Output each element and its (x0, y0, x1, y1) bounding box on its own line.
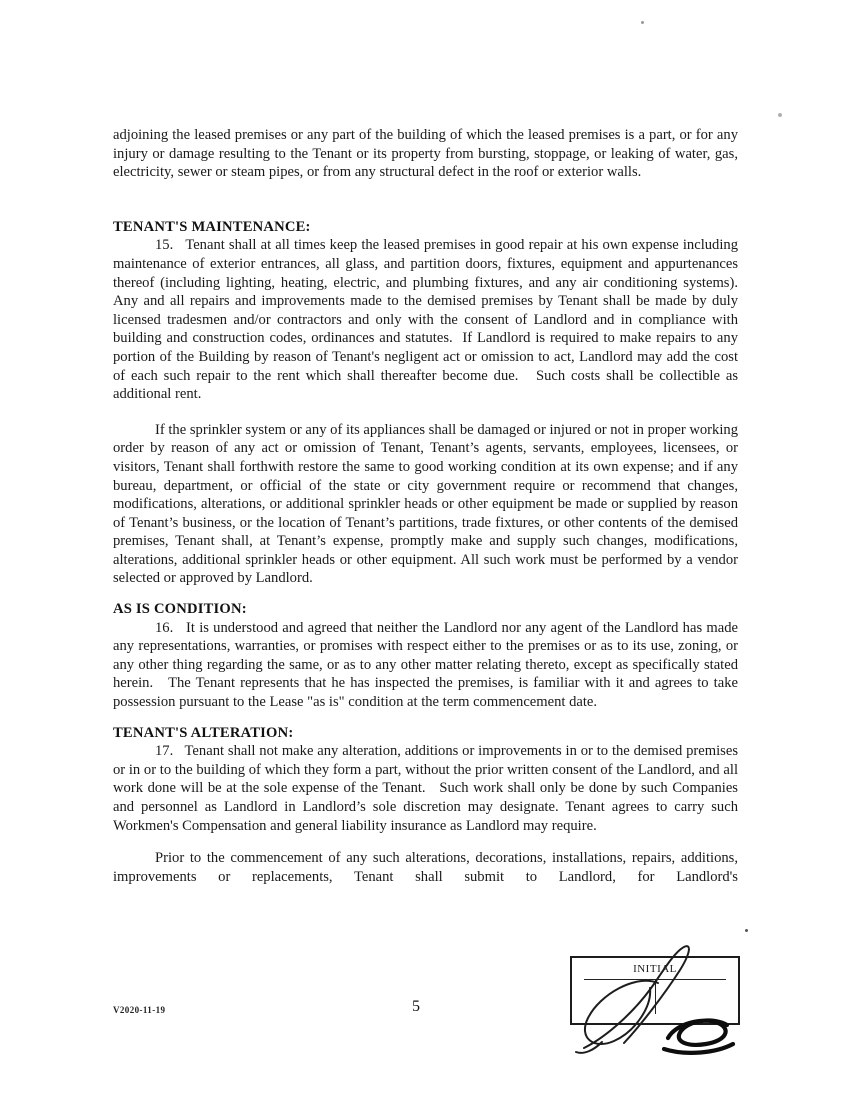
paragraph-15-maintenance: 15. Tenant shall at all times keep the leased premises in good repair at his own expense including maintenance of exterior entrances, all glass, and partition doors, fixtures, equipment and appurtenances thereof (including lighting, heating, electric, and plumbing fixtures, and any air conditioning systems). Any and all repairs and improvements made to the demised premises by Tenant shall be made by duly licensed tradesmen and/or contractors and only with the consent of Landlord and in compliance with building and construction codes, ordinances and statutes. If Landlord is required to make repairs to any portion of the Building by reason of Tenant's negligent act or omission to act, Landlord may add the cost of each such repair to the rent which shall thereafter become due. Such costs shall be collectible as additional rent. (113, 237, 749, 403)
document-content (113, 126, 749, 886)
scan-speck (778, 113, 782, 117)
paragraph-17-alteration: 17. Tenant shall not make any alteration, additions or improvements in or to the demised premises or in or to the building of which they form a part, without the prior written consent of the Landlord, and all work done will be at the sole expense of the Tenant. Such work shall only be done by such Companies and personnel as Landlord in Landlord’s sole discretion may designate. Tenant agrees to carry such Workmen's Compensation and general liability insurance as Landlord may require. (113, 743, 742, 834)
initial-box-label: INITIAL (633, 963, 677, 975)
scan-speck (745, 929, 748, 932)
footer-version-code: V2020-11-19 (113, 1005, 166, 1015)
landlord-initial-signature (664, 1020, 733, 1052)
heading-tenants-maintenance: TENANT'S MAINTENANCE: (113, 218, 311, 235)
paragraph-sprinkler-system: If the sprinkler system or any of its appliances shall be damaged or injured or not in proper working order by reason of any act or omission of Tenant, Tenant’s agents, servants, employees, licensees, or visitors, Tenant shall forthwith restore the same to good working condition at its own expense; and if any bureau, department, or official of the state or city government require or recommend that changes, modifications, alterations, or additional sprinkler heads or other equipment be made or supplied by reason of Tenant’s business, or the location of Tenant’s partitions, trade fixtures, or other contents of the demised premises, Tenant shall, at Tenant’s expense, promptly make and supply such changes, modifications, alterations, additional sprinkler heads or other equipment. All such work must be performed by a vendor selected or approved by Landlord. (113, 421, 742, 587)
initial-divider-line (655, 980, 656, 1014)
heading-tenants-alteration: TENANT'S ALTERATION: (113, 724, 294, 741)
paragraph-prior-to-commencement: Prior to the commencement of any such alterations, decorations, installations, repairs, additions, improvements or replacements, Tenant shall submit to Landlord, for Landlord's (113, 850, 742, 885)
footer-page-number: 5 (412, 998, 420, 1015)
paragraph-intro-continuation: adjoining the leased premises or any part of the building of which the leased premises is a part, or for any injury or damage resulting to the Tenant or its property from bursting, stoppage, or leaking of water, gas, electricity, sewer or steam pipes, or from any structural defect in the roof or exterior walls. (113, 127, 742, 181)
initial-box (570, 956, 740, 1025)
paragraph-16-as-is: 16. It is understood and agreed that neither the Landlord nor any agent of the Landlord has made any representations, warranties, or promises with respect either to the premises or as to its use, zoning, or any other thing regarding the same, or as to any other matter relating thereto, except as specifically stated herein. The Tenant represents that he has inspected the premises, is familiar with it and agrees to take possession pursuant to the Lease "as is" condition at the term commencement date. (113, 619, 742, 711)
scan-speck (641, 21, 644, 24)
heading-as-is-condition: AS IS CONDITION: (113, 601, 247, 618)
